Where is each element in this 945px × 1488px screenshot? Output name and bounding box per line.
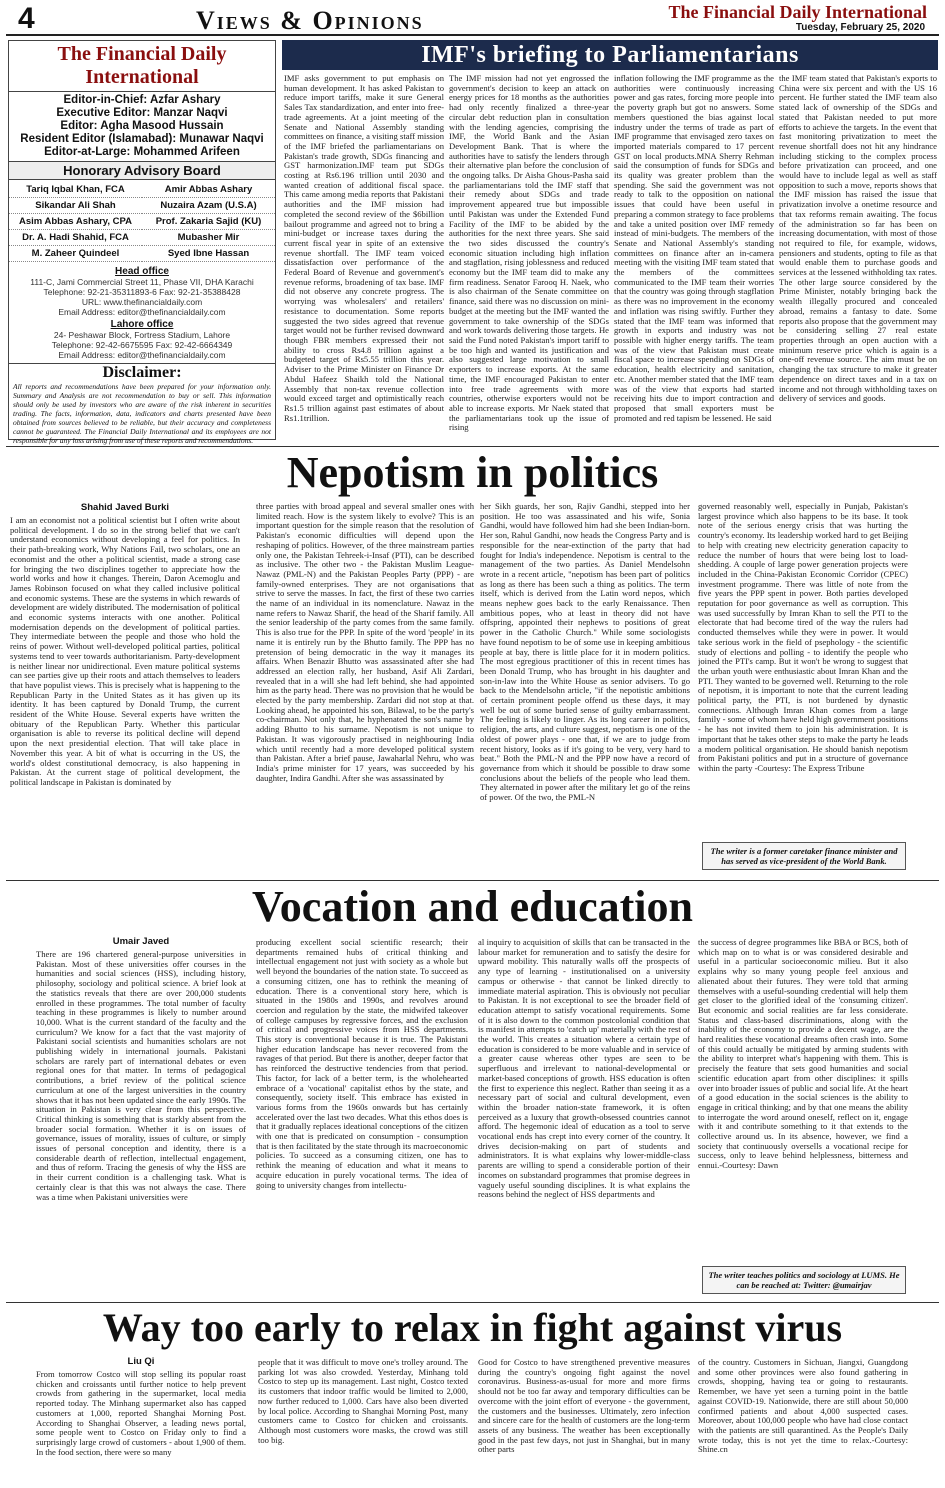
staff-item: Editor: Agha Masood Hussain <box>60 120 224 132</box>
divider <box>6 880 939 881</box>
staff-item: Editor-in-Chief: Azfar Ashary <box>63 94 221 106</box>
vocation-column-2: producing excellent social scientific research; their departments remained hubs of critical thinking and intellectual engagement not just with society as a whole but well beyond the boundaries of the nation state. To succeed as a consuming citizen, one has to rethink the meaning of education. There is a conventional story here, which is situated in the 1980s and 1990s, and revolves around coercion and regulation by the state, the midwifed takeover of college campuses by regressive forces, and the exclusion of critical and progressive voices from HSS departments. This story is conventional because it is true. The Pakistani higher education landscape has never recovered from the ravages of that period. But there is another, deeper factor that has reinforced the destructive tendencies from that period. This factor, for lack of a better term, is the wholehearted embrace of a 'vocational' capitalist ethos by the state, and consequently, society itself. This embrace has existed in various forms from the 1960s onwards but has certainly accelerated over the last two decades. What this ethos does is that it gradually replaces ideational conceptions of the citizen with one that is predicated on consumption - consumption that is then facilitated by the state through its macroeconomic policies. To succeed as a consuming citizen, one has to rethink the meaning of education and what it means to acquire education in purely vocational terms. The idea of going to university changes from intellectu- <box>256 938 468 1190</box>
imf-headline: IMF's briefing to Parliamentarians <box>282 40 938 70</box>
staff-item: Executive Editor: Manzar Naqvi <box>56 107 228 119</box>
nepotism-column-3: her Sikh guards, her son, Rajiv Gandhi, stepped into her position. He too was assassinated and his wife, Sonia Gandhi, would have followed him had she been Indian-born. Her son, Rahul Gandhi, now heads the Congress Party and is responsible for the near-extinction of the party that had fought for India's independence. Nepotism is central to the management of the two parties. As Daniel Mendelsohn wrote in a recent article, "nepotism has been part of politics as long as there has been such a thing as politics. The term itself, which is derived from the Latin word nepos, which means nephew goes back to the early Renaissance. Then ambitious popes, who at least in theory did not have offspring, appointed their nephews to positions of great power in the Catholic Church." While some sociologists have found nepotism to be of some use in keeping ambitious people at bay, there is little place for it in modern politics. The most egregious practitioner of this in recent times has been Donald Trump, who has brought in his daughter and son-in-law into the White House as senior advisers. To go back to the Mendelsohn article, "if the nepotistic ambitions of certain prominent people offend us these days, it may well be out of some buried sense of guilty embarrassment. The feeling is likely to linger. As its long career in politics, religion, the arts, and culture suggest, nepotism is one of the oldest of power plays - one that, if we are to judge from recent history, looks as if it's going to be very, very hard to beat." Both the PML-N and the PPP now have a record of governance from which it should be possible to draw some conclusions about the beliefs of the people who lead them. They alternated in power after the military let go of the reins of power. Of the two, the PML-N <box>480 502 690 803</box>
staff-item: Resident Editor (Islamabad): Munawar Naqvi <box>20 133 264 145</box>
board-member: Tariq Iqbal Khan, FCA <box>9 182 142 198</box>
staff-list <box>9 92 275 161</box>
board-member: Prof. Zakaria Sajid (KU) <box>142 214 275 230</box>
office-line: Telephone: 92-21-35311893-6 Fax: 92-21-35388428 <box>43 287 241 297</box>
office-line: Email Address: editor@thefinancialdaily.com <box>58 350 226 360</box>
board-member: Asim Abbas Ashary, CPA <box>9 214 142 230</box>
virus-byline: Liu Qi <box>127 1356 155 1367</box>
page-number: 4 <box>18 2 35 35</box>
nepotism-column-4: governed reasonably well, especially in Punjab, Pakistan's largest province which also happens to be its base. It took note of the serious energy crisis that was hurting the country's economy. Its leadership worked hard to get Beijing to help with creating new electricity generation capacity to reduce the number of hours that were being lost to load-shedding. A couple of large power generation projects were included in the China-Pakistan Economic Corridor (CPEC) investment programme. There was little of note from the five years the PPP spent in power. Both parties developed reputation for poor governance as well as corruption. This was used successfully by Imran Khan to sell the PTI to the electorate that had become tired of the way the rulers had conducted themselves while they were in power. It would take serious work in the field of psephology - the scientific study of elections and polling - to identify the people who joined the PTI's camp. But it won't be wrong to suggest that the urban youth were enthusiastic about Imran Khan and the PTI. They wanted to be governed well. Returning to the role of nepotism, it is important to note that the current leading political party, the PTI, is not burdened by dynastic connections. Although Imran Khan comes from a large family - some of whom have held high government positions - he has not invited them to join his administration. It is important that he takes other steps to make the party he leads a modern political organisation. He should banish nepotism from Pakistani politics and put in a structure of governance within the party -Courtesy: The Express Tribune <box>698 502 908 773</box>
issue-date: Tuesday, February 25, 2020 <box>795 22 925 33</box>
office-line: 24- Peshawar Block, Fortress Stadium, Lahore <box>53 330 231 340</box>
advisory-board-title: Honorary Advisory Board <box>9 161 275 180</box>
divider <box>6 446 939 447</box>
head-office-address <box>9 277 275 317</box>
vocation-byline: Umair Javed <box>112 936 170 947</box>
virus-column-4: of the country. Customers in Sichuan, Jiangxi, Guangdong and some other provinces were also found gathering in crowds, shopping, having tea or going to restaurants. Remember, we have yet seen a turning point in the battle against COVID-19. Nationwide, there are still about 50,000 confirmed patients and about 4,000 suspected cases. Moreover, about 100,000 people who have had close contact with the patients are still quarantined. As the People's Daily wrote today, this is not yet the time to relax.-Courtesy: Shine.cn <box>698 1358 908 1455</box>
vocation-author-note: The writer teaches politics and sociology at LUMS. He can be reached at: Twitter: @umairjav <box>702 1266 906 1294</box>
vocation-column-1: There are 196 chartered general-purpose universities in Pakistan. Most of these universities offer courses in the humanities and social sciences (HSS), including history, philosophy, sociology and political science. A brief look at the statistics reveals that there are over 200,000 students enrolled in these programmes. The total number of faculty teaching in these programmes is likely to number around 10,000. What is the current standard of the faculty and the curriculum? We know for a fact that the vast majority of Pakistani social scientists and humanities scholars are not publishing widely in international journals. Pakistani scholars are rarely part of international debates or even regional ones for that matter. In terms of pedagogical contributions, a brief review of the political science curriculum at one of the largest universities in the country shows that it has not been updated since the early 1990s. The situation in Pakistan is very clear from this perspective. Critical thinking is something that is starkly absent from the broader social formation. Whether it is on issues of governance, issues of morality, issues of culture, or simply issues of personal conception and identity, there is a considerable dearth of reflection, intellectual engagement, and thus of reform. Tracing the genesis of why the HSS are in their current condition is a challenging task. What is certainly clear is that this was not always the case. There was a time when Pakistani universities were <box>36 950 246 1202</box>
staff-item: Editor-at-Large: Mohammed Arifeen <box>44 146 240 158</box>
board-member: Nuzaira Azam (U.S.A) <box>142 198 275 214</box>
imf-column-1: IMF asks government to put emphasis on human development. It has asked Pakistan to reduce import tariffs, make it sure General Sales Tax standardization, and enter into free-trade agreements. At a joint meeting of the Senate and National Assembly standing committees on finance, a visiting staff mission of the IMF briefed the parliamentarians on Pakistan's trade growth, SDGs financing and GST harmonization.IMF team put SDGs costing at Rs6.196 trillion until 2030 and wanted creation of additional fiscal space. This came among media reports that Pakistani authorities and the IMF mission had completed the second review of the $6billion bailout programme and agreed not to bring a mini-budget or increase taxes during the current fiscal year in spite of an extensive revenue shortfall. The IMF team voiced dissatisfaction over performance of the Federal Board of Revenue and government's revenue reforms, broadening of tax base. IMF did not observe any concrete progress. The worrying was wholesalers' and retailers' resistance to documentation. Some reports suggested the two sides agreed that revenue target would not be further revised downward though FBR members expressed their not ability to cross Rs4.8 trillion against a budgeted target of Rs5.55 trillion this year. Adviser to the Prime Minister on Finance Dr Abdul Hafeez Shaikh told the National Assembly that non-tax revenue collection would exceed target and optimistically reach Rs1.5 trillion against past estimates of about Rs1.1trillion. <box>284 74 444 423</box>
lahore-office-address <box>9 330 275 360</box>
nepotism-headline: Nepotism in politics <box>286 448 659 497</box>
imf-column-2: The IMF mission had not yet engrossed the government's decision to keep an attack on energy prices for 18 months as the authorities had only recently finalized a three-year circular debt reduction plan in consultation with the lending agencies, comprising the IMF, the World Bank and the Asian Development Bank. That is where the authorities have to satisfy the lenders through their alternative plan before the conclusion of the ongoing talks. Dr Aisha Ghous-Pasha said the parliamentarians told the IMF staff that their remedy about SDGs and trade improvement appeared true but impossible until Pakistan was under the Extended Fund Facility of the IMF to be abided by the authorities for the next three years. She said the two sides discussed the country's economic situation including high inflation and stagflation, rising joblessness and reduced economy but the IMF team did to make any firm readiness. Senator Farooq H. Naek, who is also chairman of the Senate committee on finance, said there was no discussion on mini-budget at the meeting but the IMF wanted the government to take ownership of the SDGs and work towards delivering those targets. He said the Fund noted Pakistan's import tariff to be too high and wanted its justification and also suggested large motivation to small exporters to increase exports. At the same time, the IMF encouraged Pakistan to enter into free trade agreements with more countries, otherwise exporters would not be able to increase exports. Mr Naek stated that the parliamentarians took up the issue of rising <box>449 74 609 433</box>
board-member: M. Zaheer Quindeel <box>9 246 142 262</box>
board-member: Dr. A. Hadi Shahid, FCA <box>9 230 142 246</box>
vocation-column-3: al inquiry to acquisition of skills that can be transacted in the labour market for remuneration and to satisfy the desire for upward mobility. This naturally walls off the prospects of any type of learning - institutionalised on a university campus or otherwise - that cannot be linked directly to immediate material aspiration. This is obviously not peculiar to Pakistan. It is not exceptional to see the broader field of education attempt to satisfy vocational requirements. Some of it is also down to the common postcolonial condition that is manifest in attempts to 'catch up' materially with the rest of the world. This creates a situation where a certain type of education is considered to be more valuable and in service of a greater cause whereas other types are seen to be superfluous and irrelevant to national-developmental or market-based conceptions of growth. HSS education is often the first to experience this neglect. Rather than seeing it as a necessary part of social and cultural development, even within the broader nation-state framework, it is often perceived as a luxury that growth-obsessed countries cannot afford. The hegemonic ideal of education as a tool to serve vocational ends has crept into every corner of the country. It drives decision-making on part of students and administrators. It is what explains why lower-middle-class parents are willing to spend a considerable portion of their incomes on substandard programmes that promise degrees in vaguely useful sounding disciplines. It is what explains the reasons behind the neglect of HSS departments and <box>478 938 690 1200</box>
virus-column-1: From tomorrow Costco will stop selling its popular roast chicken and croissants until further notice to help prevent crowds from gathering in the supermarket, local media reported today. The Minhang supermarket also has capped customers at 1,000, reported Shanghai Morning Post. According to Shanghai Observer, a leading news portal, some people went to Costco on Friday only to find a surprisingly large crowd of customers - about 1,900 of them. In the food section, there were so many <box>36 1370 246 1457</box>
disclaimer-title: Disclaimer: <box>9 363 275 382</box>
nepotism-byline: Shahid Javed Burki <box>80 502 170 513</box>
advisory-board <box>9 180 275 264</box>
vocation-column-4: the success of degree programmes like BBA or BCS, both of which map on to what is or was considered desirable and useful in a particular socioeconomic milieu. But it also explains why so many young people feel anxious and alienated about their futures. They were told that arming themselves with a useful-sounding credential will help them get closer to the glorified ideal of the 'consuming citizen'. But economic and social realities are far less considerate. Status and class-based discriminations, along with the inability of the economy to provide a decent wage, are the hard realities these vocational dreams often crash into. Some of this could actually be mitigated by arming students with the ability to interpret what's happening with them. This is precisely the feature that sets good humanities and social scientific education apart from other disciplines: it spills over into broader issues of public and social life. At the heart of a good education in the social sciences is the ability to engage in critical thinking; and by that one means the ability to interrogate the word around oneself, reflect on it, engage with it and contribute something to it that extends to the collective around us. In its absence, however, we find a society that continuously oversells a vocational recipe for success, only to leave behind helplessness, bitterness and ennui.-Courtesy: Dawn <box>698 938 908 1171</box>
virus-column-3: Good for Costco to have strengthened preventive measures during the country's ongoing fight against the novel coronavirus. Business-as-usual for more and more firms should not be too far away and temporary difficulties can be overcome with the joint effort of everyone - the government, the customers and the businesses. Ultimately, zero infection and sincere care for the health of customers are the long-term assets of any business. The weather has been exceptionally good in the past few days, not just in Shanghai, but in many other parts <box>478 1358 690 1455</box>
office-line: Email Address: editor@thefinancialdaily.com <box>58 307 226 317</box>
editorial-sidebar <box>8 40 276 445</box>
masthead: The Financial Daily International <box>668 2 927 22</box>
head-office-title: Head office <box>115 266 169 277</box>
board-member: Syed Ibne Hassan <box>142 246 275 262</box>
nepotism-column-1: I am an economist not a political scientist but I often write about political development. I do so in the strong belief that we can't understand economics without developing a feel for politics. In their path-breaking work, Why Nations Fail, two scholars, one an economist and the other a political scientist, made a strong case for bringing the two disciplines together to appreciate how the world works and how it changes. Therein, Daron Acemoglu and James Robinson focused on what they called inclusive political and economic systems. These are the systems in which rewards of development are widely distributed. The modernisation of political and economic systems interacts with one another. Political modernisation depends on the development of political parties. They intermediate between the people and those who hold the reins of power. Without well-developed political parties, political systems tend to veer towards authoritarianism. Party-development is neither linear nor unidirectional. Even mature political systems can see parties give up their roots and attach themselves to leaders that have populist views. This is precisely what is happening to the Republican Party in the United States as it has given up its identity. It has been captured by Donald Trump, the current resident of the White House. Several experts have written the obituary of the Republican Party. Whether this particular organisation is able to reverse its political decline will depend upon the next presidential election. That will take place in November this year. A bit of what is occurring in the US, the world's oldest constitutional democracy, is also happening in Pakistan. At the current stage of political development, the political landscape in Pakistan is dominated by <box>10 516 240 787</box>
virus-column-2: people that it was difficult to move one's trolley around. The parking lot was also crowded. Yesterday, Minhang told Costco to step up its management. Last night, Costco texted its customers that indoor traffic would be limited to 2,000, now further reduced to 1,000. Cars have also been diverted by local police. According to Shanghai Morning Post, many customers came to Costco for chicken and croissants. Although most customers wore masks, the crowd was still too big. <box>258 1358 468 1445</box>
nepotism-column-2: three parties with broad appeal and several smaller ones with limited reach. How is the system likely to evolve? This is an important question for the simple reason that the resolution of Pakistan's economic difficulties will depend upon the reshaping of politics. However, of the three mainstream parties only one, the Pakistan Tehreek-i-Insaf (PTI), can be described as inclusive. The other two - the Pakistan Muslim League-Nawaz (PML-N) and the Pakistan Peoples Party (PPP) - are family-owned enterprises. They are not organisations that strive to serve the masses. In fact, the first of these two carries the name of an individual in its nomenclature. Nawaz in the name refers to Nawaz Sharif, the head of the Sharif family. All the senior leadership of the party comes from the same family. This is also true for the PPP. In spite of the word 'people' in its name it is entirely run by the Bhutto family. The PPP has no pretension of being democratic in the way it manages its affairs. When Benazir Bhutto was assassinated after she had addressed an election rally, her husband, Asif Ali Zardari, revealed that in a will she had left behind, she had appointed him as the party head. There was no provision that he would be elected by the party membership. Zardari did not stop at that. Looking ahead, he appointed his son, Bilawal, to be the party's co-chairman. Not only that, he hyphenated the son's name by adding Bhutto to his surname. Nepotism is not unique to Pakistan. It was vigorously practised in neighbouring India which until recently had a more developed political system than Pakistan. After a brief pause, Jawaharlal Nehru, who was India's prime minister for 17 years, was succeeded by his daughter, Indira Gandhi. After she was assassinated by <box>256 502 474 783</box>
page-header <box>6 2 939 36</box>
sidebar-title: The Financial Daily International <box>9 41 275 92</box>
disclaimer-text: All reports and recommendations have been prepared for your information only. Summary and Analysis are not recommendation to buy or sell. This information should only be used by investors who are aware of the risk inherent in securities trading. The facts, information, data, indicators and charts presented have been obtained from sources believed to be reliable, but their accuracy and completeness cannot be guaranteed. The Financial Daily International and its employees are not responsible for any loss arising from use of these reports and recommendations. <box>13 382 271 445</box>
divider <box>6 1302 939 1303</box>
imf-column-3: inflation following the IMF programme as the authorities were continuously increasing power and gas rates, forcing more people into the poverty graph but got no answers. Some members questioned the bias against local industry under the terms of trade as part of IMF programme that envisaged zero taxes on imported materials compared to 17 percent GST on local products.MNA Sherry Rehman said the consumption of funds for SDGs and its quality was greater problem than the spending. She said the government was not ready to talk to the opposition on national issues that could have been useful in preparing a common strategy to face problems and take a united position over IMF remedy instead of mini-budgets. The members of the Senate and National Assembly's standing committees on finance after an in-camera meeting with the visiting IMF team stated that the members of the committees communicated to the IMF team their worries that the country was going through stagflation as there was no improvement in the economy and inflation was rising swiftly. Further they stated that the IMF team was informed that growth in exports and industry was not possible with higher energy tariffs. The team was of the view that Pakistan must create fiscal space to increase spending on SDGs of education, health electricity and sanitation, etc. Another member stated that the IMF team was of the view that exports had started receiving hits due to import contraction and proposed that small exporters must be promoted and red tapism be lessened. He said <box>614 74 774 423</box>
lahore-office-title: Lahore office <box>110 319 174 330</box>
imf-column-4: the IMF team stated that Pakistan's exports to China were six percent and with the US 16 percent. He further stated the IMF team also stated lack of ownership of the SDGs and stated that Pakistan needed to put more efforts to achieve the targets. In the event that fast monitoring privatization to meet the revenue shortfall does not hit any hindrance including sticking to the complex process before privatization can proceed, and one would have to include legal as well as staff opposition to such a move, reports shows that the IMF mission has raised the issue that privatization involve a onetime resource and that tax reforms remain awaiting. The focus of the administration so far has been on increasing documentation, with most of those not required to file, for example, widows, pensioners and students, opting to file as that would enable them to purchase goods and services at the lessened withholding tax rates. The other large source considered by the Prime Minister, notably bringing back the wealth illegally procured and concealed abroad, remains a fantasy to date. Some reports also propose that the government may be considering selling 27 real estate properties through an open auction with a minimum reserve price which is again is a one-off revenue source. The aim must be on changing the tax structure to make it greater dependence on direct taxes and in a tax on income and not through withholding taxes on delivery of services and goods. <box>779 74 937 404</box>
nepotism-author-note: The writer is a former caretaker finance minister and has served as vice-president of the World Bank. <box>702 842 906 870</box>
virus-headline: Way too early to relax in fight against virus <box>102 1305 843 1350</box>
section-title: Views & Opinions <box>196 6 424 35</box>
board-member: Amir Abbas Ashary <box>142 182 275 198</box>
office-line: URL: www.thefinancialdaily.com <box>81 297 203 307</box>
vocation-headline: Vocation and education <box>252 882 693 931</box>
board-member: Sikandar Ali Shah <box>9 198 142 214</box>
office-line: 111-C, Jami Commercial Street 11, Phase VII, DHA Karachi <box>30 277 254 287</box>
board-member: Mubasher Mir <box>142 230 275 246</box>
office-line: Telephone: 92-42-6675595 Fax: 92-42-6664349 <box>51 340 233 350</box>
